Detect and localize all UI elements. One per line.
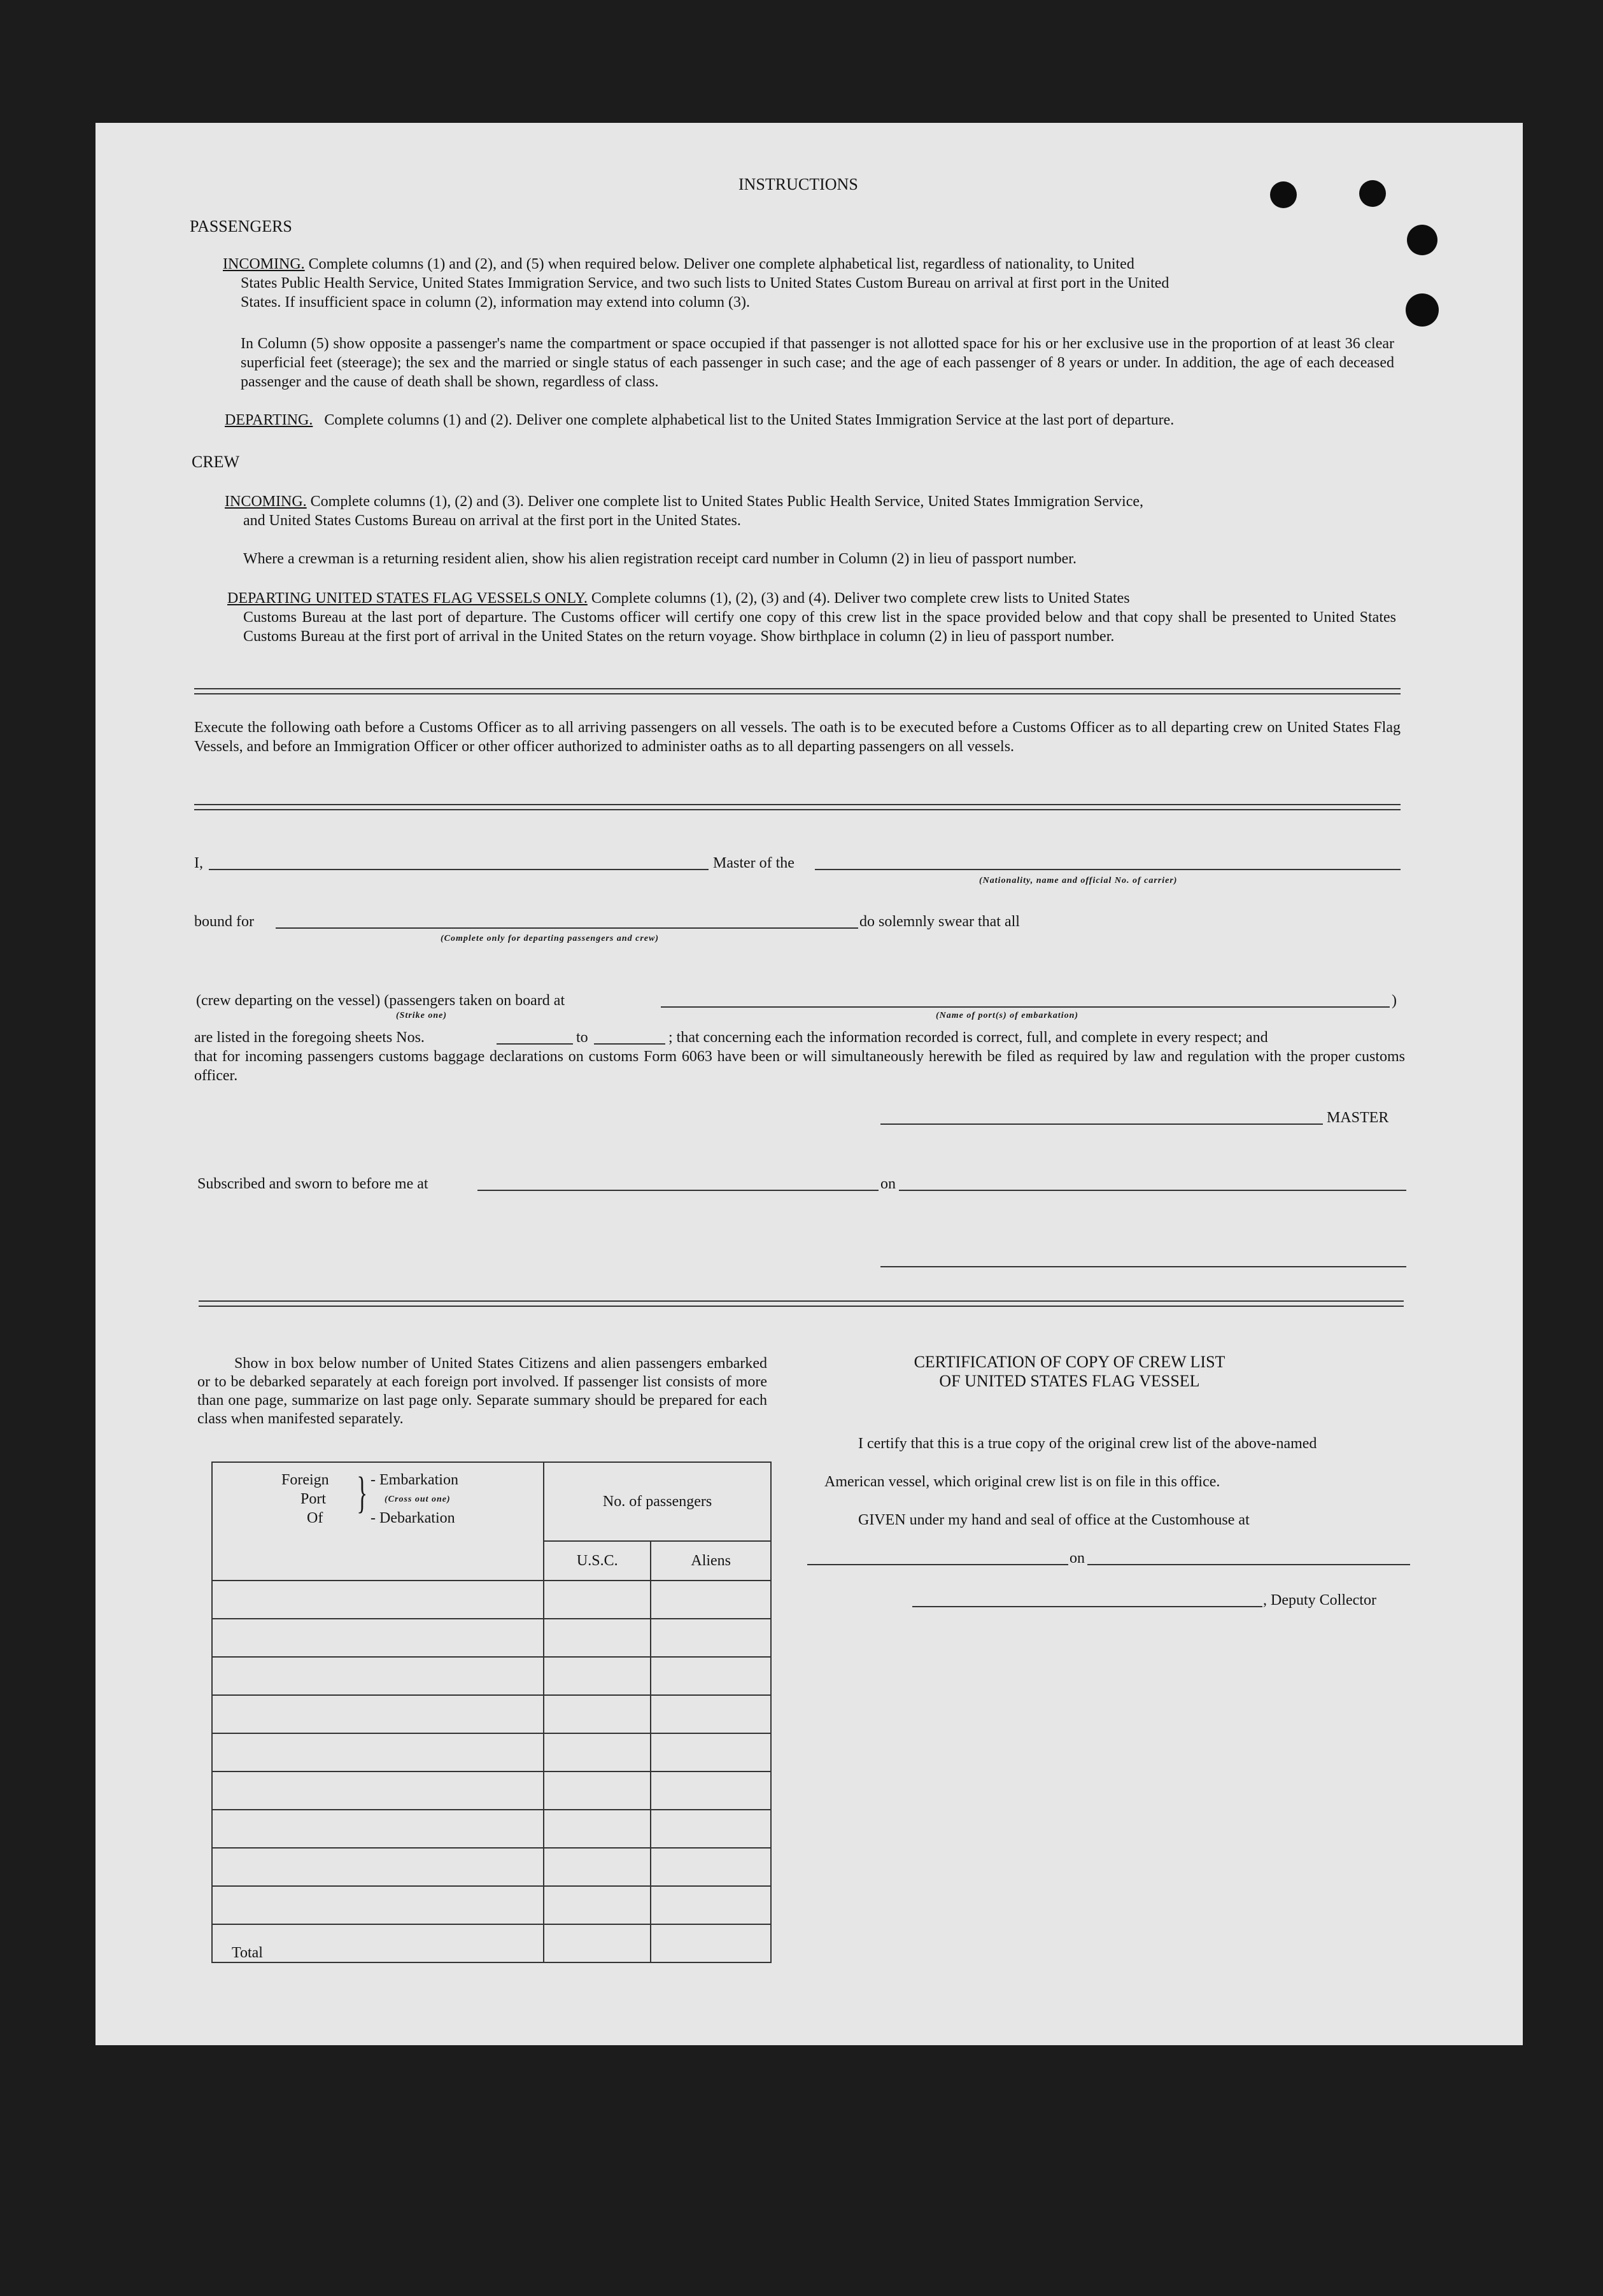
- table-row: [212, 1657, 771, 1695]
- aliens-cell[interactable]: [651, 1657, 771, 1695]
- port-cell[interactable]: [212, 1810, 544, 1848]
- given-text: GIVEN under my hand and seal of office at the Customhouse at: [858, 1512, 1250, 1528]
- punch-hole: [1406, 293, 1439, 327]
- port-cell[interactable]: [212, 1886, 544, 1924]
- table-row: [212, 1848, 771, 1886]
- total-label: Total: [212, 1924, 544, 1962]
- master-name-field[interactable]: [209, 869, 709, 870]
- cert-on-label: on: [1070, 1550, 1085, 1567]
- sworn-place-field[interactable]: [477, 1190, 879, 1191]
- bound-caption: (Complete only for departing passengers and crew): [441, 934, 659, 943]
- usc-cell[interactable]: [544, 1733, 651, 1771]
- crew-departing: [227, 589, 1396, 608]
- divider: [199, 1300, 1404, 1307]
- divider: [194, 688, 1401, 694]
- punch-hole: [1359, 180, 1386, 207]
- table-row: [212, 1886, 771, 1924]
- embarkation-label: - Embarkation: [371, 1472, 458, 1488]
- usc-cell[interactable]: [544, 1848, 651, 1886]
- crew-passengers-text: (crew departing on the vessel) (passengers taken on board at: [196, 992, 565, 1009]
- deputy-label: , Deputy Collector: [1263, 1592, 1376, 1609]
- aliens-cell[interactable]: [651, 1733, 771, 1771]
- usc-total-cell[interactable]: [544, 1924, 651, 1962]
- table-header-row: [212, 1462, 771, 1541]
- foreign-port-header: [212, 1462, 544, 1581]
- table-row: [212, 1810, 771, 1848]
- no-passengers-header: No. of passengers: [544, 1462, 771, 1541]
- usc-cell[interactable]: [544, 1657, 651, 1695]
- crew-incoming-text-a: Complete columns (1), (2) and (3). Deliver one complete list to United States Public Health Service, United States Immigration Service,: [310, 493, 1144, 510]
- aliens-cell[interactable]: [651, 1695, 771, 1733]
- aliens-total-cell[interactable]: [651, 1924, 771, 1962]
- passengers-incoming-text-b: States Public Health Service, United States Immigration Service, and two such lists to United States Custom Bureau on arrival at first port in the United: [241, 275, 1169, 292]
- usc-cell[interactable]: [544, 1886, 651, 1924]
- sheet-from-field[interactable]: [497, 1043, 573, 1045]
- strike-caption: (Strike one): [396, 1011, 448, 1020]
- subscribed-label: Subscribed and sworn to before me at: [197, 1176, 428, 1192]
- listed-rest-b: that for incoming passengers customs baggage declarations on customs Form 6063 have been or will simultaneously herewith be filed as required by law and regulation with the proper customs officer.: [194, 1048, 1405, 1084]
- sworn-on-label: on: [880, 1176, 896, 1192]
- instructions-title: INSTRUCTIONS: [738, 175, 858, 194]
- master-signature-field[interactable]: [880, 1123, 1323, 1125]
- carrier-field[interactable]: [815, 869, 1401, 870]
- listed-text: are listed in the foregoing sheets Nos.: [194, 1029, 425, 1046]
- carrier-caption: (Nationality, name and official No. of carrier): [979, 876, 1178, 885]
- port-cell[interactable]: [212, 1581, 544, 1619]
- usc-cell[interactable]: [544, 1771, 651, 1810]
- col-foreign: Foreign: [281, 1472, 329, 1488]
- bound-for-label: bound for: [194, 913, 254, 930]
- sheet-to-field[interactable]: [594, 1043, 665, 1045]
- crew-departing-label: DEPARTING UNITED STATES FLAG VESSELS ONLY.: [227, 590, 588, 607]
- sworn-date-field[interactable]: [899, 1190, 1406, 1191]
- table-row: [212, 1733, 771, 1771]
- debarkation-label: - Debarkation: [371, 1510, 455, 1526]
- table-row: [212, 1695, 771, 1733]
- col-port: Port: [300, 1491, 327, 1507]
- crew-incoming-b: and United States Customs Bureau on arrival at the first port in the United States.: [243, 512, 741, 529]
- listed-rest-a: ; that concerning each the information recorded is correct, full, and complete in every respect; and: [668, 1029, 1268, 1046]
- master-label: MASTER: [1327, 1109, 1389, 1126]
- passengers-departing: [225, 411, 1396, 430]
- table-row: [212, 1771, 771, 1810]
- port-cell[interactable]: [212, 1733, 544, 1771]
- crew-resident-note: Where a crewman is a returning resident alien, show his alien registration receipt card number in Column (2) in lieu of passport number.: [243, 551, 1077, 567]
- usc-cell[interactable]: [544, 1581, 651, 1619]
- summary-instructions: Show in box below number of United States Citizens and alien passengers embarked or to be debarked separately at each foreign port involved. If passenger list consists of more than one page, summarize on last page only. Separate summary should be prepared for each class when manifested separately.: [197, 1355, 767, 1427]
- aliens-cell[interactable]: [651, 1581, 771, 1619]
- crew-incoming: [225, 492, 1396, 511]
- table-row: [212, 1619, 771, 1657]
- passengers-departing-text: Complete columns (1) and (2). Deliver one complete alphabetical list to the United States Immigration Service at the last port of departure.: [324, 412, 1175, 428]
- crew-heading: CREW: [192, 453, 240, 471]
- embarkation-ports-field[interactable]: [661, 1006, 1390, 1008]
- usc-cell[interactable]: [544, 1695, 651, 1733]
- passengers-incoming: [223, 255, 1394, 274]
- port-cell[interactable]: [212, 1771, 544, 1810]
- close-paren: ): [1392, 992, 1397, 1009]
- customhouse-field[interactable]: [807, 1564, 1068, 1565]
- passengers-incoming-cont: [241, 274, 1394, 312]
- table-row: [212, 1581, 771, 1619]
- officer-signature-field[interactable]: [880, 1266, 1406, 1267]
- aliens-cell[interactable]: [651, 1810, 771, 1848]
- crew-departing-b: Customs Bureau at the last port of departure. The Customs officer will certify one copy of this crew list in the space provided below and that copy shall be presented to United States Customs Bureau at the first port of arrival in the United States on the return voyage. Show birthplace in column (2) in lieu of passport number.: [243, 609, 1396, 645]
- to-label: to: [576, 1029, 588, 1046]
- oath-intro: Execute the following oath before a Customs Officer as to all arriving passengers on all vessels. The oath is to be executed before a Customs Officer as to all departing crew on United States Flag Vessels, and before an Immigration Officer or other officer authorized to administer oaths as to all departing passengers on all vessels.: [194, 719, 1401, 755]
- certification-title-line2: OF UNITED STATES FLAG VESSEL: [939, 1372, 1200, 1390]
- usc-cell[interactable]: [544, 1810, 651, 1848]
- certification-title-line1: CERTIFICATION OF COPY OF CREW LIST: [914, 1353, 1225, 1371]
- column5-note: In Column (5) show opposite a passenger's name the compartment or space occupied if that passenger is not allotted space for his or her exclusive use in the proportion of at least 36 clear superficial feet (steerage); the sex and the married or single status of each passenger in such case; and the age of each passenger of 8 years or under. In addition, the age of each deceased passenger and the cause of death shall be shown, regardless of class.: [241, 335, 1394, 390]
- port-cell[interactable]: [212, 1619, 544, 1657]
- passengers-incoming-label: INCOMING.: [223, 256, 305, 272]
- crew-incoming-label: INCOMING.: [225, 493, 307, 510]
- aliens-cell[interactable]: [651, 1848, 771, 1886]
- master-of-label: Master of the: [713, 855, 794, 871]
- cross-out-caption: (Cross out one): [385, 1495, 451, 1504]
- punch-hole: [1270, 181, 1297, 208]
- crew-departing-text-a: Complete columns (1), (2), (3) and (4). Deliver two complete crew lists to United States: [591, 590, 1130, 607]
- aliens-header: Aliens: [651, 1541, 771, 1581]
- aliens-cell[interactable]: [651, 1771, 771, 1810]
- aliens-cell[interactable]: [651, 1886, 771, 1924]
- usc-cell[interactable]: [544, 1619, 651, 1657]
- total-row: [212, 1924, 771, 1962]
- cert-date-field[interactable]: [1087, 1564, 1410, 1565]
- punch-hole: [1407, 225, 1437, 255]
- deputy-signature-field[interactable]: [912, 1606, 1262, 1607]
- ports-caption: (Name of port(s) of embarkation): [936, 1011, 1079, 1020]
- listed-line: [194, 1028, 1404, 1047]
- col-of: Of: [307, 1510, 323, 1526]
- divider: [194, 804, 1401, 810]
- passengers-heading: PASSENGERS: [190, 217, 292, 236]
- brace-icon: }: [357, 1468, 368, 1518]
- certify-b: American vessel, which original crew list is on file in this office.: [824, 1474, 1220, 1490]
- oath-i-label: I,: [194, 855, 203, 871]
- bound-for-field[interactable]: [276, 927, 858, 929]
- passengers-incoming-text-c: States. If insufficient space in column (2), information may extend into column (3).: [241, 294, 751, 311]
- certify-a: I certify that this is a true copy of the original crew list of the above-named: [858, 1435, 1317, 1452]
- swear-text: do solemnly swear that all: [859, 913, 1020, 930]
- port-cell[interactable]: [212, 1657, 544, 1695]
- port-cell[interactable]: [212, 1695, 544, 1733]
- certification-title: [879, 1353, 1261, 1391]
- passengers-departing-label: DEPARTING.: [225, 412, 313, 428]
- passenger-summary-table: [211, 1461, 772, 1963]
- form-page: [95, 123, 1523, 2045]
- usc-header: U.S.C.: [544, 1541, 651, 1581]
- aliens-cell[interactable]: [651, 1619, 771, 1657]
- passengers-incoming-text-a: Complete columns (1) and (2), and (5) when required below. Deliver one complete alphabetical list, regardless of nationality, to United: [308, 256, 1134, 272]
- port-cell[interactable]: [212, 1848, 544, 1886]
